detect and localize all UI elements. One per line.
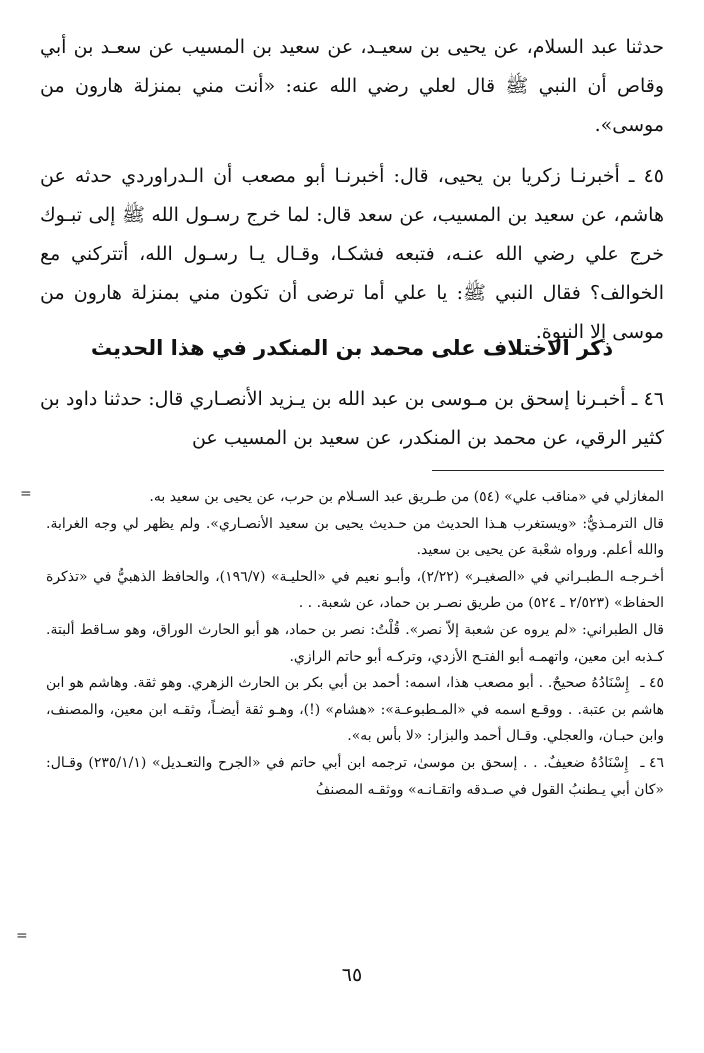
footnote-end-mark: = [16,928,28,944]
footnote-45-text: إِسْنَادُهُ صحيحٌ. . أبو مصعب هذا، اسمه: أحمد بن أبي بكر بن الحارث الزهري. وهو ثقة. وهاشم هو ابن هاشم بن عتبة. . ووقـع اسمه في «المـطبوعـة»: «هشام» (!)، وهـو ثقة أيضـاً، وثقـه ابن معين، والمصنف، وابن حبـان، والعجلي. وقـال أحمد والبزار: «لا بأس به». [46,675,664,745]
footnote-continued: المغازلي في «مناقب علي» (٥٤) من طـريق عبد السـلام بن حرب، عن يحيى بن سعيد به. [149,489,664,505]
main-text-continued [40,380,664,458]
footnote-tirmidhi: قال الترمـذيُّ: «ويستغرب هـذا الحديث من حـديث يحيى بن سعيد الأنصـاري». ولم يظهر لي وجه الغرابة. والله أعلم. ورواه شعْبة عن يحيى بن سعيد. [46,515,664,559]
footnote-number-45: ٤٥ ـ [640,675,664,692]
main-text [40,28,664,352]
footnote-tabarani: قال الطبراني: «لم يروه عن شعبة إلاّ نصر». قُلْتُ: نصر بن حماد، هو أبو الحارث الوراق، وهو سـاقط ألبتة. كـذبه ابن معين، واتهمـه أبو الفتـح الأزدي، وتركـه أبو حاتم الرازي. [46,621,664,665]
paragraph-hadith-44-end: حدثنا عبد السلام، عن يحيى بن سعيـد، عن سعيد بن المسيب عن سعـد بن أبي وقاص أن النبي ﷺ قال لعلي رضي الله عنه: «أنت مني بمنزلة هارون من موسى». [40,36,664,136]
page-number: ٦٥ [341,964,363,986]
footnote-46-text: إِسْنَادُهُ ضعيفٌ. . . إسحق بن موسىٰ، ترجمه ابن أبي حاتم في «الجرح والتعـديل» (٢٣٥/١/١) وقـال: «كان أبي يـطنبُ القول في صـدقه واتقـانـه» ووثقـه المصنفُ [46,754,664,798]
footnotes [46,484,664,803]
paragraph-hadith-45: ٤٥ ـ أخبرنـا زكريا بن يحيى، قال: أخبرنـا أبو مصعب أن الـدراوردي حدثه عن هاشم، عن سعيد بن المسيب، عن سعد قال: لما خرج رسـول الله ﷺ إلى تبـوك خرج علي رضي الله عنـه، فتبعه فشكـا، وقـال يـا رسـول الله، أتتركني مع الخوالف؟ فقال النبي ﷺ: يا علي أما ترضى أن تكون مني بمنزلة هارون من موسى إلا النبوة. [40,165,664,343]
section-heading: ذكر الاختلاف على محمد بن المنكدر في هذا الحديث [90,336,614,360]
footnote-45 [46,670,664,750]
footnote-continuation-mark: = [20,486,32,502]
footnote-takhrij: أخـرجـه الـطبـراني في «الصغيـر» (٢/٢٢)، وأبـو نعيم في «الحليـة» (١٩٦/٧)، والحافظ الذهبيُّ في «تذكرة الحفاظ» (٢/٥٢٣ ـ ٥٢٤) من طريق نصـر بن حماد، عن شعبة. . . [46,568,664,612]
footnote-divider [432,470,664,471]
footnote-number-46: ٤٦ ـ [640,754,664,771]
footnote-46 [46,750,664,803]
paragraph-hadith-46: ٤٦ ـ أخبـرنا إسحق بن مـوسى بن عبد الله بن يـزيد الأنصـاري قال: حدثنا داود بن كثير الرقي، عن محمد بن المنكدر، عن سعيد بن المسيب عن [40,388,664,449]
